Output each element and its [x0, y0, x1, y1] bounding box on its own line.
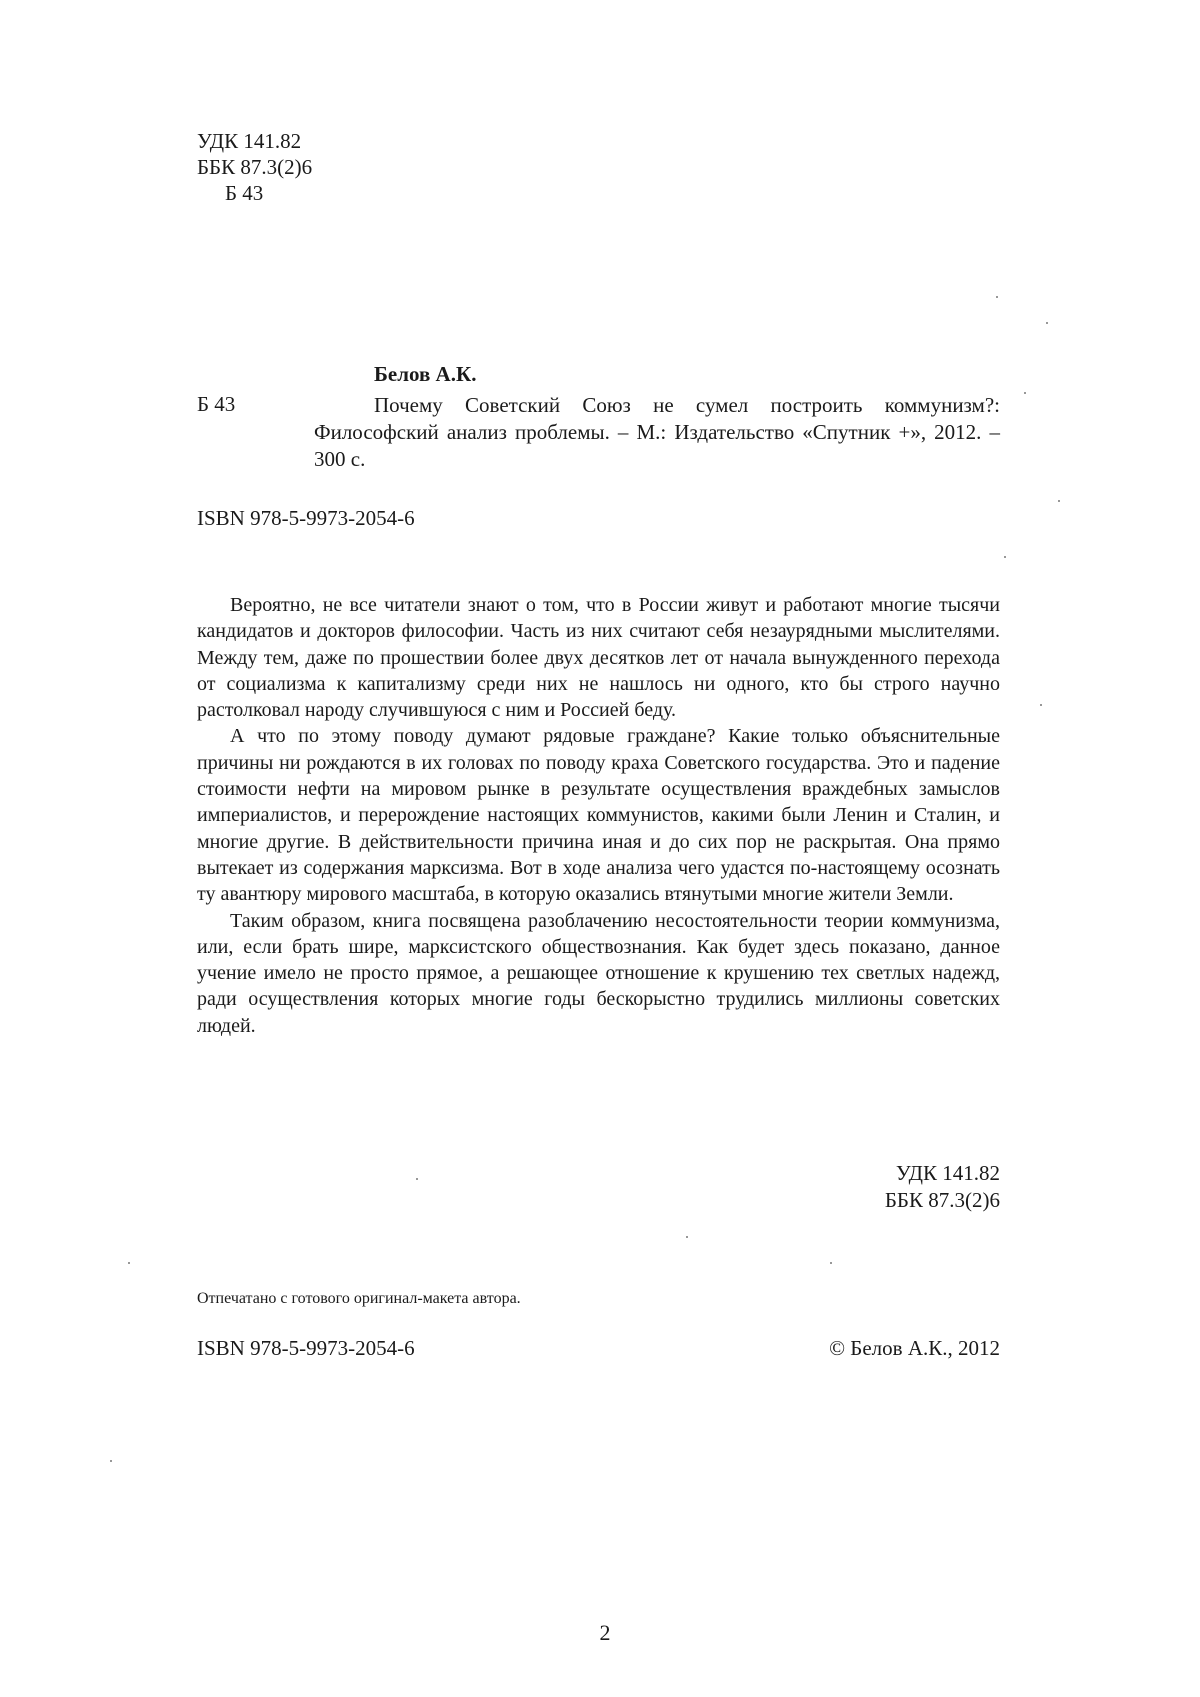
author-name: Белов А.К. — [374, 362, 477, 386]
scan-speck — [128, 1262, 130, 1264]
catalog-code: Б 43 — [197, 392, 236, 416]
classification-block-bottom — [850, 1160, 1000, 1214]
bibliographic-description: Почему Советский Союз не сумел построить коммунизм?: Философский анализ проблемы. – М.: Издательство «Спутник +», 2012. – 300 с. — [314, 393, 1000, 471]
author-mark: Б 43 — [225, 181, 264, 205]
udk-code-bottom: УДК 141.82 — [895, 1161, 1000, 1185]
isbn-top: ISBN 978-5-9973-2054-6 — [197, 506, 415, 530]
udk-code: УДК 141.82 — [197, 129, 302, 153]
classification-block-top — [197, 128, 312, 206]
isbn-bottom: ISBN 978-5-9973-2054-6 — [197, 1336, 415, 1360]
annotation-paragraph: Таким образом, книга посвящена разоблачению несостоятельности теории коммунизма, или, если брать шире, марксистского обществознания. Как будет здесь показано, данное учение имело не просто прямое, а решающее отношение к крушению тех светлых надежд, ради осуществления которых многие годы бескорыстно трудились миллионы советских людей. — [197, 909, 1000, 1037]
scan-speck — [996, 296, 998, 298]
annotation-paragraph: Вероятно, не все читатели знают о том, что в России живут и работают многие тысячи кандидатов и докторов философии. Часть из них считают себя незаурядными мыслителями. Между тем, даже по прошествии более двух десятков лет от начала вынужденного перехода от социализма к капитализму среди них не нашлось ни одного, кто бы строго научно растолковал народу случившуюся с ним и Россией беду. — [197, 594, 1000, 722]
scan-speck — [1024, 392, 1026, 394]
copyright: © Белов А.К., 2012 — [829, 1336, 1000, 1360]
annotation — [197, 592, 1000, 1039]
scan-speck — [110, 1460, 112, 1462]
scan-speck — [1046, 322, 1048, 324]
scan-speck — [1040, 704, 1042, 706]
scan-speck — [686, 1236, 688, 1238]
scan-speck — [1004, 556, 1006, 558]
bbk-code: ББК 87.3(2)6 — [197, 155, 313, 179]
annotation-paragraph: А что по этому поводу думают рядовые граждане? Какие только объяснительные причины ни рождаются в их головах по поводу краха Советского государства. Это и падение стоимости нефти на мировом рынке в результате осуществления враждебных замыслов империалистов, и перерождение настоящих коммунистов, какими были Ленин и Сталин, и многие другие. В действительности причина иная и до сих пор не раскрытая. Она прямо вытекает из содержания марксизма. Вот в ходе анализа чего удастся по-настоящему осознать ту авантюру мирового масштаба, в которую оказались втянутыми многие жители Земли. — [197, 725, 1000, 906]
scan-speck — [1058, 500, 1060, 502]
scan-speck — [416, 1178, 418, 1180]
printed-note: Отпечатано с готового оригинал-макета автора. — [197, 1290, 521, 1307]
bbk-code-bottom: ББК 87.3(2)6 — [884, 1188, 1000, 1212]
page-number: 2 — [599, 1620, 611, 1645]
scan-speck — [830, 1262, 832, 1264]
